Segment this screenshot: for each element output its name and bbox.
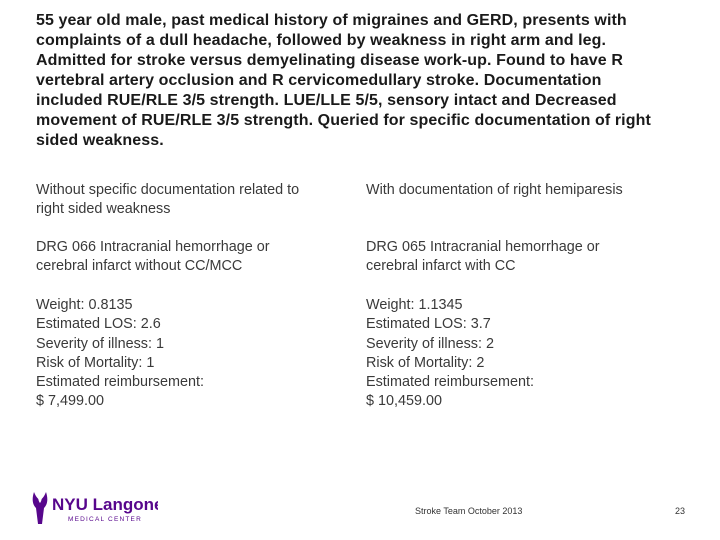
footer-text: Stroke Team October 2013 (415, 506, 523, 516)
without-drg: DRG 066 Intracranial hemorrhage or cerebral infarct without CC/MCC (36, 239, 270, 275)
estimated-reimbursement-label: Estimated reimbursement: (36, 374, 204, 391)
torch-icon (28, 488, 158, 528)
severity-of-illness: Severity of illness: 1 (36, 335, 164, 352)
without-documentation-header: Without specific documentation related to right sided weakness (36, 182, 300, 218)
case-line: Admitted for stroke versus demyelinating disease work-up. Found to have R (36, 52, 623, 69)
estimated-los: Estimated LOS: 3.7 (366, 316, 491, 333)
logo-sub-text: MEDICAL CENTER (68, 516, 142, 523)
page-number: 23 (675, 506, 686, 516)
case-line: complaints of a dull headache, followed by weakness in right arm and leg. (36, 32, 607, 49)
nyu-langone-logo (28, 488, 158, 528)
case-line: movement of RUE/RLE 3/5 strength. Queried for specific documentation of right (36, 112, 651, 129)
estimated-reimbursement-value: $ 10,459.00 (366, 393, 443, 410)
case-description (36, 11, 696, 151)
with-documentation-header: With documentation of right hemiparesis (366, 182, 623, 198)
weight: Weight: 0.8135 (36, 297, 133, 313)
estimated-reimbursement-label: Estimated reimbursement: (366, 374, 534, 391)
estimated-reimbursement-value: $ 7,499.00 (36, 393, 105, 410)
case-line: vertebral artery occlusion and R cervicomedullary stroke. Documentation (36, 72, 602, 89)
risk-of-mortality: Risk of Mortality: 2 (366, 354, 485, 371)
with-metrics (366, 296, 534, 412)
case-line: sided weakness. (36, 132, 164, 149)
without-metrics (36, 296, 204, 412)
weight: Weight: 1.1345 (366, 297, 463, 313)
case-line: 55 year old male, past medical history of migraines and GERD, presents with (36, 12, 627, 29)
with-drg: DRG 065 Intracranial hemorrhage or cerebral infarct with CC (366, 239, 600, 275)
logo-main-text: NYU Langone (52, 495, 158, 514)
case-line: included RUE/RLE 3/5 strength. LUE/LLE 5/5, sensory intact and Decreased (36, 92, 617, 109)
estimated-los: Estimated LOS: 2.6 (36, 316, 161, 333)
risk-of-mortality: Risk of Mortality: 1 (36, 354, 155, 371)
severity-of-illness: Severity of illness: 2 (366, 335, 494, 352)
